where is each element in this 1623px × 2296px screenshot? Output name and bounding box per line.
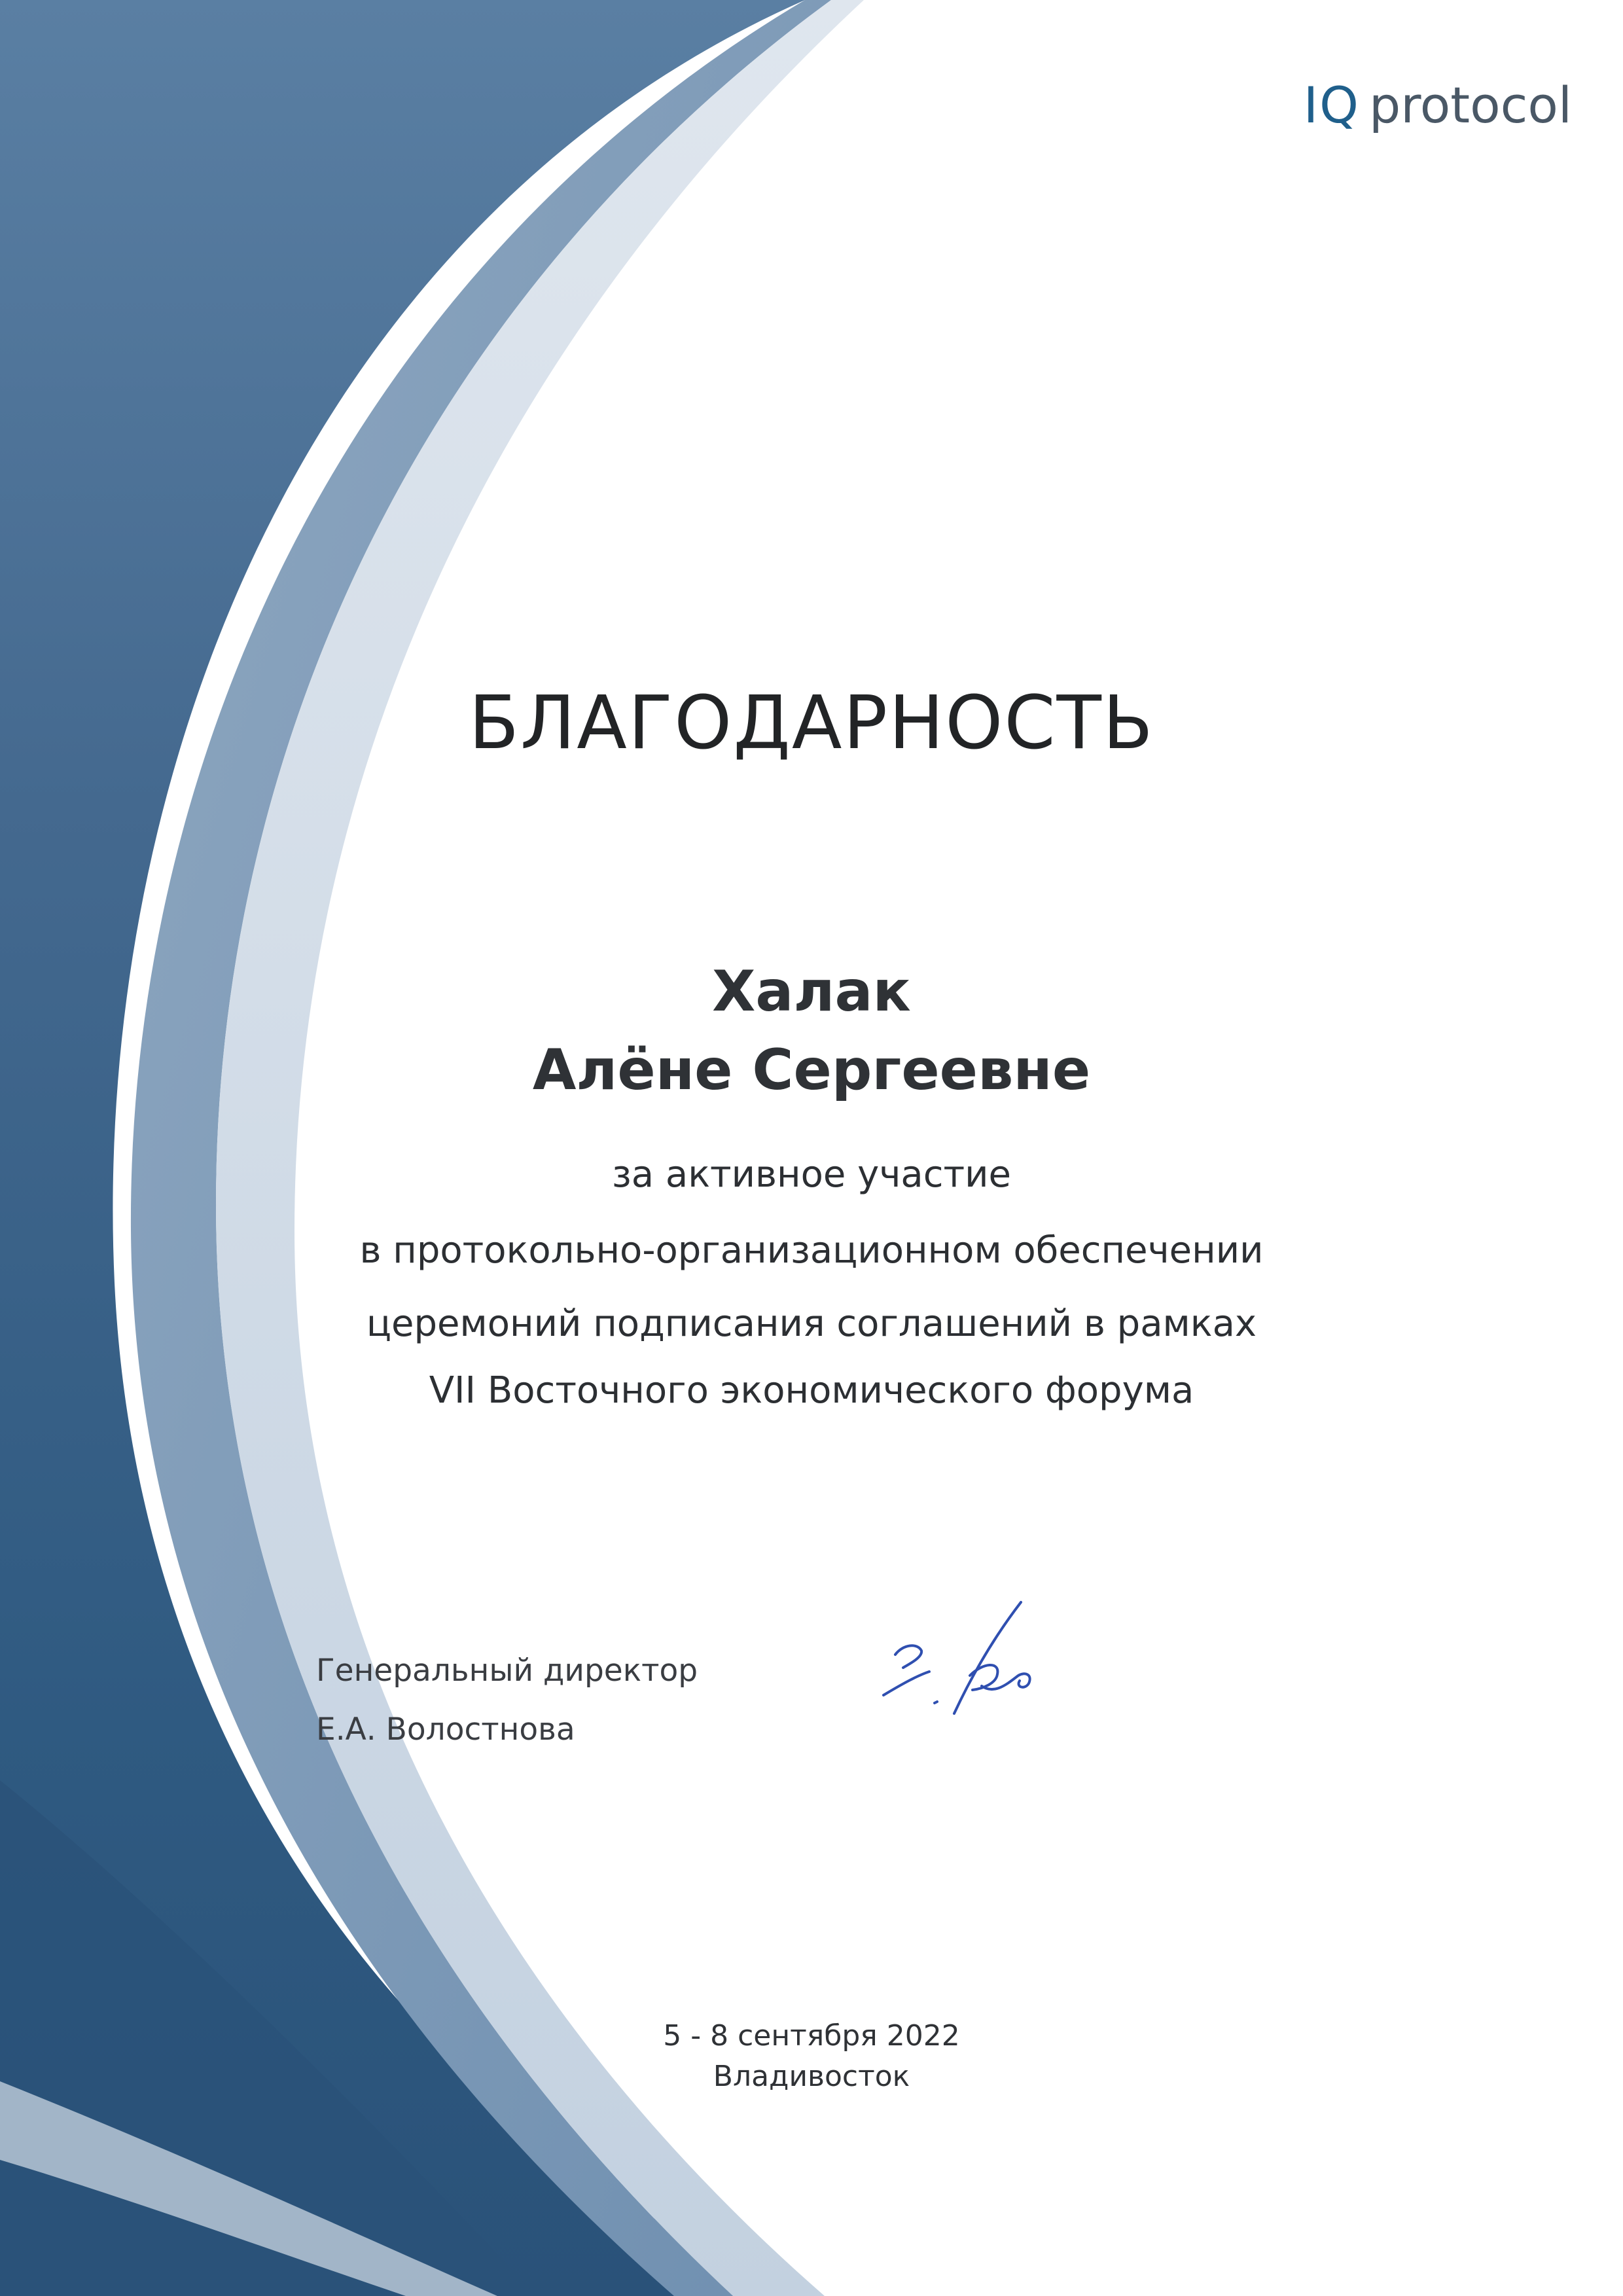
event-city: Владивосток bbox=[713, 2060, 910, 2093]
iq-protocol-logo bbox=[1304, 65, 1572, 144]
document-title: БЛАГОДАРНОСТЬ bbox=[469, 681, 1154, 766]
signatory-name: Е.А. Волостнова bbox=[316, 1712, 575, 1748]
event-dates: 5 - 8 сентября 2022 bbox=[663, 2019, 960, 2053]
recipient-given-names: Алёне Сергеевне bbox=[532, 1037, 1091, 1103]
handwritten-signature bbox=[857, 1597, 1073, 1741]
body-line: в протокольно-организационном обеспечении bbox=[359, 1229, 1264, 1272]
signatory-position: Генеральный директор bbox=[316, 1653, 698, 1689]
recipient-surname: Халак bbox=[712, 959, 911, 1024]
logo-wordmark: protocol bbox=[1368, 75, 1572, 134]
body-line: VII Восточного экономического форума bbox=[429, 1369, 1194, 1412]
logo-mark: IQ bbox=[1303, 75, 1360, 134]
body-line: за активное участие bbox=[612, 1153, 1011, 1196]
body-line: церемоний подписания соглашений в рамках bbox=[366, 1302, 1257, 1345]
